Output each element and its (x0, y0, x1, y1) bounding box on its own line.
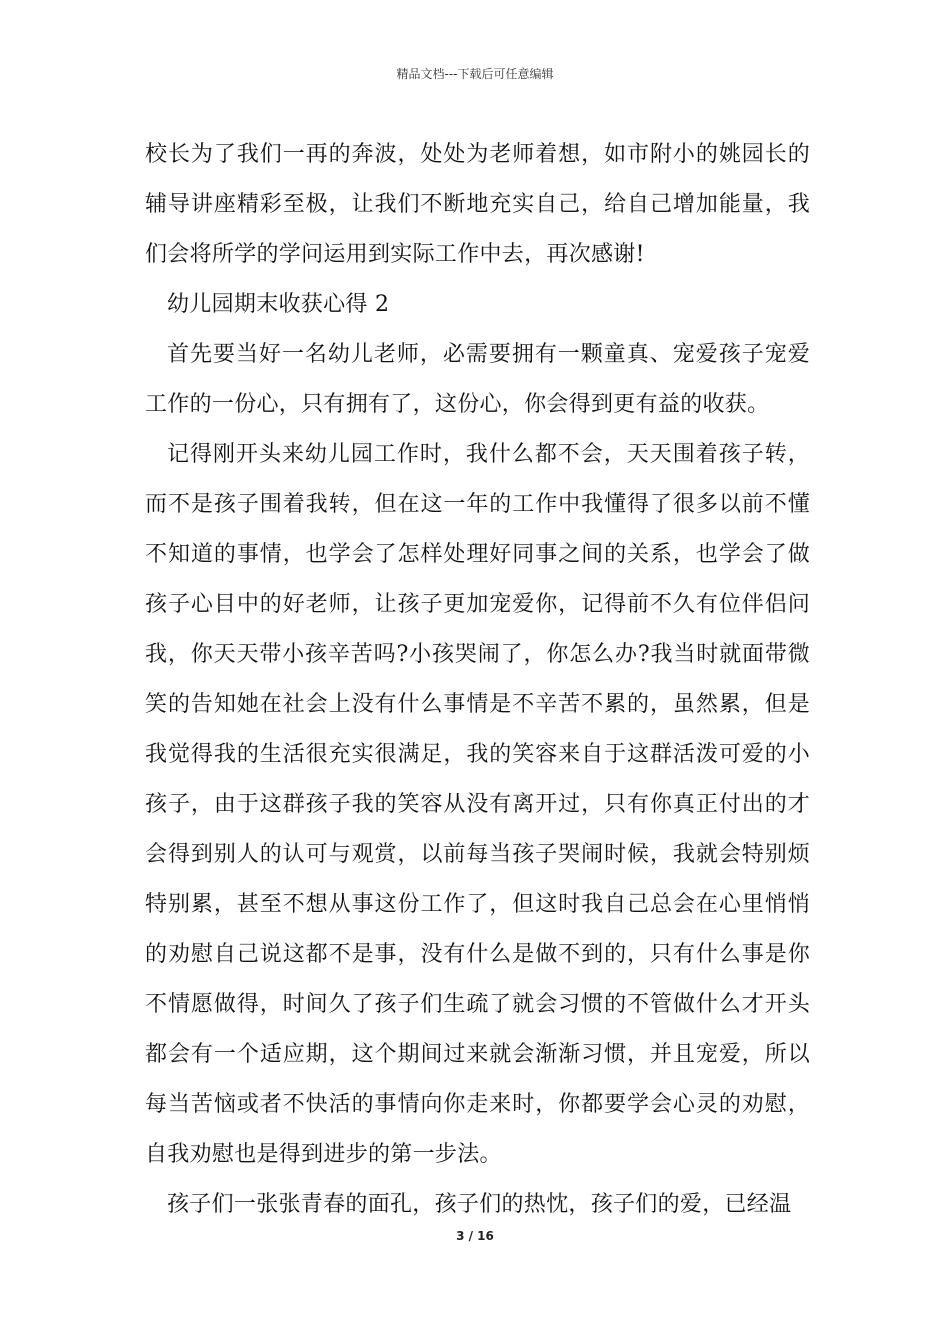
paragraph-1: 校长为了我们一再的奔波，处处为老师着想，如市附小的姚园长的辅导讲座精彩至极，让我们不断地充实自己，给自己增加能量，我们会将所学的学问运用到实际工作中去，再次感谢! (145, 142, 810, 267)
page-header: 精品文档---下载后可任意编辑 (396, 67, 554, 81)
paragraph-4: 孩子们一张张青春的面孔，孩子们的热忱，孩子们的爱，已经温 (167, 1192, 792, 1217)
paragraph-2: 首先要当好一名幼儿老师，必需要拥有一颗童真、宠爱孩子宠爱工作的一份心，只有拥有了，这份心，你会得到更有益的收获。 (145, 342, 810, 417)
page-number: 3 / 16 (456, 1229, 494, 1243)
document-body (145, 130, 810, 1230)
paragraph-3: 记得刚开头来幼儿园工作时，我什么都不会，天天围着孩子转，而不是孩子围着我转，但在这一年的工作中我懂得了很多以前不懂不知道的事情，也学会了怎样处理好同事之间的关系，也学会了做孩子心目中的好老师，让孩子更加宠爱你，记得前不久有位伴侣问我，你天天带小孩辛苦吗?小孩哭闹了，你怎么办?我当时就面带微笑的告知她在社会上没有什么事情是不辛苦不累的，虽然累，但是我觉得我的生活很充实很满足，我的笑容来自于这群活泼可爱的小孩子，由于这群孩子我的笑容从没有离开过，只有你真正付出的才会得到别人的认可与观赏，以前每当孩子哭闹时候，我就会特别烦特别累，甚至不想从事这份工作了，但这时我自己总会在心里悄悄的劝慰自己说这都不是事，没有什么是做不到的，只有什么事是你不情愿做得，时间久了孩子们生疏了就会习惯的不管做什么才开头都会有一个适应期，这个期间过来就会渐渐习惯，并且宠爱，所以每当苦恼或者不快活的事情向你走来时，你都要学会心灵的劝慰，自我劝慰也是得到进步的第一步法。 (145, 442, 810, 1167)
section-heading: 幼儿园期末收获心得 2 (167, 292, 390, 317)
